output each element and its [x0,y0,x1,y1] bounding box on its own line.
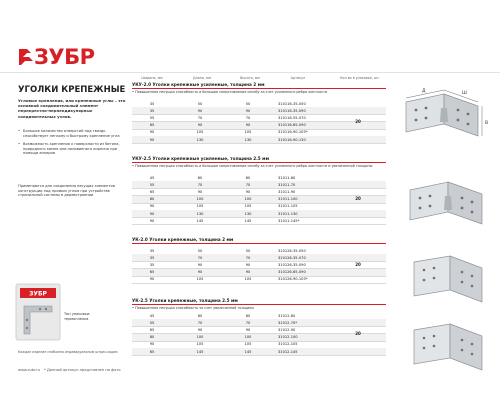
table-row [132,217,386,225]
cell-length: 130 [196,137,204,142]
section-description: • Повышенная несущая способность и большое сопротивление изгибу за счет усиленного ребра жесткости [132,90,386,94]
cell-article: 31012-70* [278,320,298,325]
cell-width: 90 [149,211,155,216]
cell-article: 310126-90-105* [278,277,308,282]
package-image [14,282,62,342]
cell-height: 105 [244,204,252,209]
section-description: • Повышенная несущая способность и большое сопротивление изгибу за счет усиленного ребра жесткости и увеличенной толщины [132,164,386,168]
cell-width: 65 [149,349,155,354]
cell-article: 310116-35-090 [278,108,306,113]
col-header-qty: Кол-во в упаковке, шт. [340,76,380,80]
cell-height: 70 [245,320,251,325]
cell-article: 310116-55-070 [278,115,306,120]
cell-length: 145 [196,349,204,354]
cell-article: 310116-65-090 [278,123,306,128]
section-divider [132,304,386,305]
cell-width: 90 [149,218,155,223]
table-row [132,136,386,144]
cell-height: 130 [244,211,252,216]
cell-width: 45 [149,175,155,180]
cell-height: 90 [245,189,251,194]
cell-length: 145 [196,218,204,223]
cell-article: 310116-90-105* [278,130,308,135]
col-header-length: Длина, мм [192,76,212,80]
package-type-label: Тип упаковки: термопленка [64,312,91,321]
cell-height: 145 [244,218,252,223]
cell-article: 31012-90 [278,327,296,332]
cell-width: 45 [149,313,155,318]
cell-width: 90 [149,130,155,135]
cell-length: 90 [197,270,203,275]
cell-width: 80 [149,335,155,340]
cell-height: 100 [244,335,252,340]
cell-width: 55 [149,182,155,187]
bracket-image-uku25 [400,174,492,234]
cell-width: 90 [149,204,155,209]
section-description: • Повышенная несущая способность за счет увеличенной толщины [132,306,386,310]
cell-width: 35 [149,262,155,267]
cell-height: 70 [245,115,251,120]
svg-text:ЗУБР: ЗУБР [29,290,47,298]
bracket-diagram-uku20 [392,84,492,154]
cell-length: 50 [197,248,203,253]
brand-logo [18,44,120,70]
feature-list [18,129,126,160]
section-title: УК-2.0 Уголки крепежные, толщина 2 мм [132,237,234,242]
cell-length: 60 [197,175,203,180]
pack-quantity: 20 [355,118,361,124]
section-title: УК-2.5 Уголки крепежные, толщина 2.5 мм [132,298,238,303]
bracket-image-uk20 [404,250,492,308]
cell-length: 90 [197,189,203,194]
cell-length: 100 [196,197,204,202]
header-divider [0,72,500,73]
cell-article: 31011-145* [278,218,300,223]
cell-width: 55 [149,115,155,120]
cell-length: 70 [197,320,203,325]
cell-article: 31011-105 [278,204,298,209]
footer-url[interactable]: www.zubr.ru [18,368,41,372]
cell-article: 310116-35-050 [278,101,306,106]
cell-article: 310116-90-130 [278,137,306,142]
cell-length: 105 [196,204,204,209]
cell-height: 60 [245,313,251,318]
dim-width-label: Ш [462,91,467,96]
cell-article: 31011-130 [278,211,298,216]
cell-height: 105 [244,342,252,347]
cell-height: 70 [245,182,251,187]
cell-width: 65 [149,270,155,275]
cell-length: 105 [196,277,204,282]
cell-article: 31012-145 [278,349,298,354]
cell-height: 90 [245,123,251,128]
cell-height: 90 [245,262,251,267]
pack-quantity: 20 [355,330,361,336]
section-title: УКУ-2.0 Уголки крепежные усиленные, толщина 2 мм [132,82,265,87]
cell-length: 100 [196,335,204,340]
usage-note: Применяются для соединения несущих элементов конструкции под прямым углом при устройстве стропильной системы в деревстроении [18,184,115,198]
cell-article: 310126-35-070 [278,255,306,260]
cell-article: 31012-100 [278,335,298,340]
cell-length: 70 [197,182,203,187]
cell-length: 105 [196,342,204,347]
cell-height: 90 [245,270,251,275]
section-title: УКУ-2.5 Уголки крепежные усиленные, толщина 2.5 мм [132,156,269,161]
cell-height: 105 [244,277,252,282]
cell-width: 65 [149,123,155,128]
cell-height: 90 [245,327,251,332]
section-divider [132,162,386,163]
cell-length: 70 [197,115,203,120]
cell-height: 145 [244,349,252,354]
cell-article: 31011-70 [278,182,296,187]
package-caption: Каждое изделие снабжено индивидуальным штрих-кодом [18,350,118,354]
logo-icon [18,45,34,69]
cell-length: 130 [196,211,204,216]
table-row [132,348,386,356]
cell-width: 90 [149,342,155,347]
cell-height: 130 [244,137,252,142]
cell-height: 50 [245,101,251,106]
section-divider [132,88,386,89]
cell-height: 70 [245,255,251,260]
cell-length: 105 [196,130,204,135]
cell-width: 65 [149,327,155,332]
cell-article: 31011-100 [278,197,298,202]
page-title: УГОЛКИ КРЕПЕЖНЫЕ [18,85,126,95]
feature-item: • Большое количество отверстий под гвоздь способствует легкому и быстрому крепление угла [18,129,126,138]
cell-length: 90 [197,123,203,128]
cell-article: 31012-60 [278,313,296,318]
col-header-height: Высота, мм [240,76,260,80]
col-header-article: Артикул [290,76,306,80]
cell-article: 31011-60 [278,175,296,180]
cell-width: 90 [149,137,155,142]
cell-width: 35 [149,101,155,106]
cell-width: 35 [149,108,155,113]
footer-note: * Данный артикул представлен на фото [44,368,121,372]
feature-item: • Возможность крепления к поверхности из бетона, природного камня или половинного кирпича при помощи анкеров [18,142,126,156]
cell-width: 80 [149,197,155,202]
cell-article: 310126-35-050 [278,248,306,253]
dim-length-label: Д [422,89,426,94]
cell-height: 90 [245,108,251,113]
table-row [132,276,386,284]
cell-height: 105 [244,130,252,135]
col-header-width: Ширина, мм [141,76,163,80]
cell-width: 90 [149,277,155,282]
cell-width: 65 [149,189,155,194]
cell-article: 31011-90 [278,189,296,194]
pack-quantity: 20 [355,196,361,202]
cell-length: 90 [197,327,203,332]
cell-article: 310126-65-090 [278,270,306,275]
cell-length: 50 [197,101,203,106]
cell-length: 90 [197,262,203,267]
cell-height: 60 [245,175,251,180]
cell-width: 35 [149,255,155,260]
cell-length: 90 [197,108,203,113]
cell-article: 31012-105 [278,342,298,347]
brand-name: ЗУБР [34,45,95,69]
section-divider [132,243,386,244]
cell-length: 60 [197,313,203,318]
cell-article: 310126-35-090 [278,262,306,267]
bracket-image-uk25 [404,318,492,376]
cell-height: 50 [245,248,251,253]
cell-width: 35 [149,248,155,253]
pack-quantity: 20 [355,262,361,267]
dim-height-label: В [485,121,489,126]
cell-width: 55 [149,320,155,325]
cell-length: 70 [197,255,203,260]
intro-text: Угловые крепления, или крепежные углы – это основной соединительный элемент перекрестно-перпендикулярных соединительных узлов. [18,98,126,119]
cell-height: 100 [244,197,252,202]
